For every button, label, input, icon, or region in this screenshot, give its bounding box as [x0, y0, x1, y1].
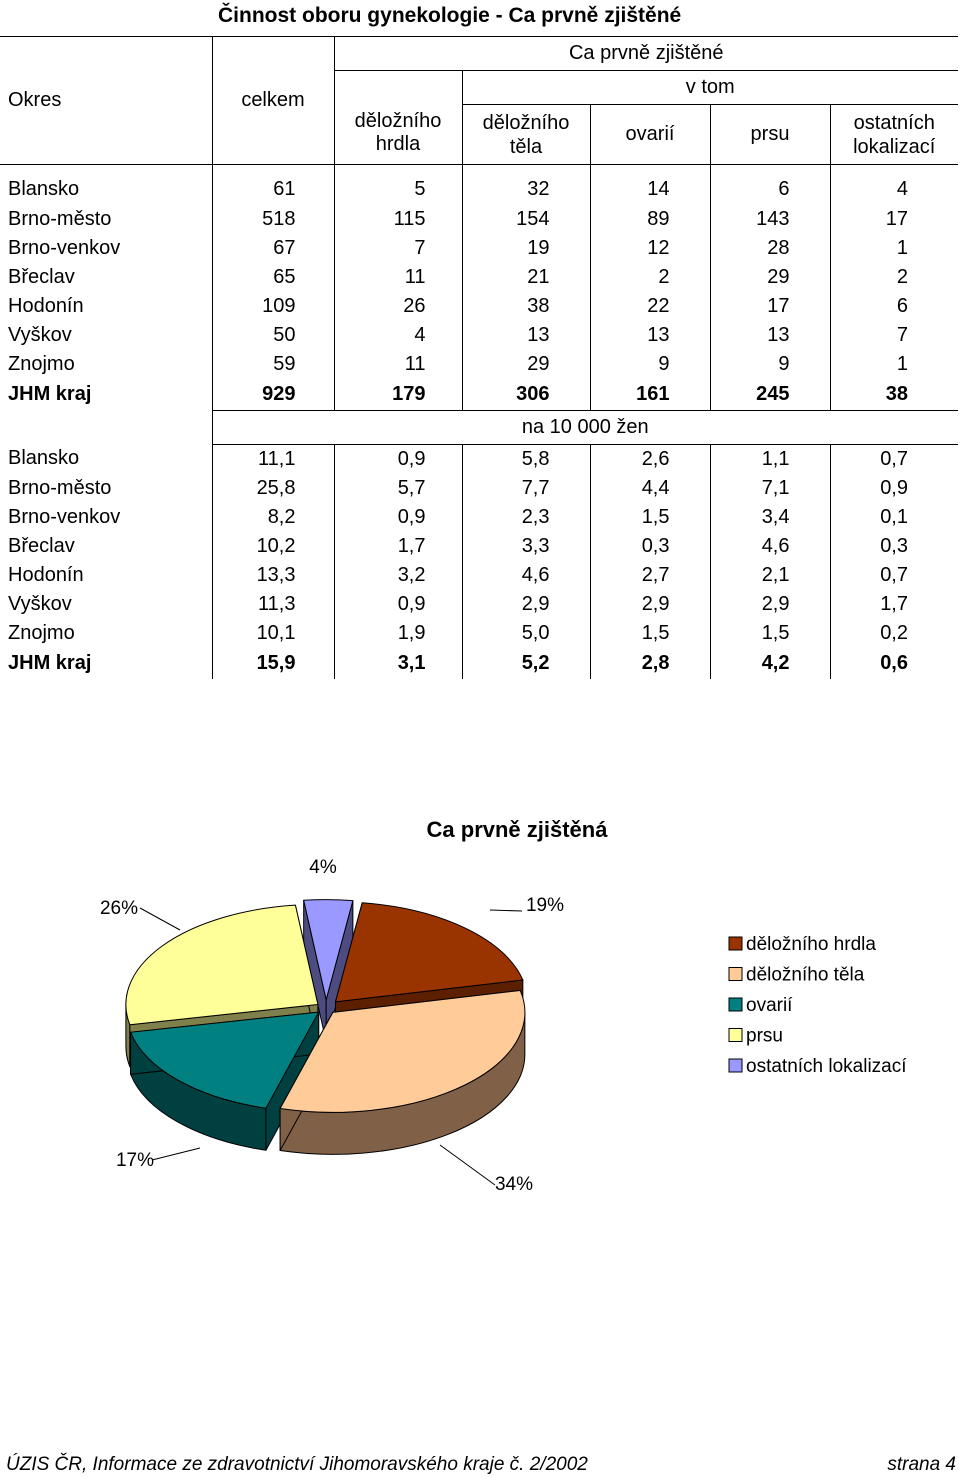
cell-value: 11,3 [212, 590, 334, 619]
row-okres: Vyškov [0, 321, 212, 350]
header-col-ovarii: ovarií [590, 105, 710, 165]
cell-value: 0,2 [880, 621, 908, 644]
header-okres: Okres [0, 37, 212, 165]
table-row [0, 321, 958, 350]
table-row [0, 379, 958, 411]
cell-value: 17 [710, 292, 830, 321]
row-okres: Břeclav [0, 532, 212, 561]
cell-value: 28 [710, 234, 830, 263]
cell-value: 7,1 [710, 474, 830, 503]
cell-value: 179 [334, 379, 462, 411]
cell-value: 13 [462, 321, 590, 350]
row-okres: Vyškov [0, 590, 212, 619]
cell-value: 15,9 [212, 648, 334, 679]
header-group: Ca prvně zjištěné [334, 37, 958, 71]
cell-value: 0,9 [334, 590, 462, 619]
cell-value: 17 [885, 207, 908, 230]
pie-slice-4 [126, 905, 318, 1025]
leader-line [490, 910, 522, 911]
cell-value: 65 [212, 263, 334, 292]
cell-value: 1,5 [710, 619, 830, 648]
legend-label: děložního těla [746, 964, 865, 986]
header-col-hrdla-line2: hrdla [334, 133, 462, 165]
pie-slices [126, 900, 525, 1155]
cell-value: 5,0 [462, 619, 590, 648]
cell-value: 109 [212, 292, 334, 321]
row-okres: Brno-venkov [0, 234, 212, 263]
table-row [0, 561, 958, 590]
cell-value: 26 [334, 292, 462, 321]
cell-value: 38 [885, 382, 908, 405]
cell-value: 7 [896, 323, 908, 346]
footer-page: strana 4 [887, 1454, 956, 1475]
cell-value: 245 [710, 379, 830, 411]
legend-swatch [729, 968, 742, 981]
spacer [0, 410, 212, 444]
rate-label: na 10 000 žen [212, 410, 958, 444]
cell-value: 4,6 [710, 532, 830, 561]
table-row [0, 263, 958, 292]
cell-value: 32 [462, 165, 590, 205]
cell-value: 2,1 [710, 561, 830, 590]
cell-value: 4 [334, 321, 462, 350]
cell-value: 10,2 [212, 532, 334, 561]
cell-value: 1,7 [880, 592, 908, 615]
table-row [0, 165, 958, 205]
header-vtom: v tom [462, 71, 958, 105]
cell-value: 14 [590, 165, 710, 205]
cell-value: 3,2 [334, 561, 462, 590]
cell-value: 929 [212, 379, 334, 411]
table-row [0, 619, 958, 648]
leader-line [440, 1145, 495, 1185]
cell-value: 25,8 [212, 474, 334, 503]
cell-value: 8,2 [212, 503, 334, 532]
row-okres: JHM kraj [0, 379, 212, 411]
cell-value: 9 [710, 350, 830, 379]
cell-value: 5 [334, 165, 462, 205]
percent-label: 17% [115, 1150, 155, 1171]
footer-source: ÚZIS ČR, Informace ze zdravotnictví Jihomoravského kraje č. 2/2002 [6, 1454, 588, 1475]
row-okres: Znojmo [0, 350, 212, 379]
chart-legend [729, 934, 907, 1077]
cell-value: 115 [334, 205, 462, 234]
cell-value: 2 [590, 263, 710, 292]
table-row [0, 648, 958, 679]
cell-value: 2,7 [590, 561, 710, 590]
cell-value: 1,5 [590, 503, 710, 532]
chart-title: Ca prvně zjištěná [426, 817, 608, 842]
pie-chart [0, 800, 960, 1220]
row-okres: Břeclav [0, 263, 212, 292]
cell-value: 1 [896, 352, 908, 375]
cell-value: 0,9 [880, 476, 908, 499]
leader-line [152, 1148, 200, 1160]
cell-value: 161 [590, 379, 710, 411]
cell-value: 0,9 [334, 444, 462, 474]
cell-value: 38 [462, 292, 590, 321]
cell-value: 4,2 [710, 648, 830, 679]
leader-line [140, 908, 180, 930]
cell-value: 10,1 [212, 619, 334, 648]
cell-value: 154 [462, 205, 590, 234]
cell-value: 2,9 [590, 590, 710, 619]
cell-value: 11 [334, 263, 462, 292]
cell-value: 89 [590, 205, 710, 234]
row-okres: Blansko [0, 444, 212, 474]
legend-label: ovarií [746, 995, 793, 1016]
header-col-ostatnich: ostatních lokalizací [853, 111, 936, 158]
cell-value: 3,1 [334, 648, 462, 679]
cell-value: 13 [590, 321, 710, 350]
percent-label: 34% [494, 1174, 534, 1195]
cell-value: 7 [334, 234, 462, 263]
header-col-tela: děložního těla [462, 105, 590, 165]
percent-label: 26% [99, 898, 139, 919]
rate-label-row [0, 410, 958, 444]
cell-value: 7,7 [462, 474, 590, 503]
row-okres: Brno-město [0, 474, 212, 503]
cell-value: 306 [462, 379, 590, 411]
cell-value: 5,2 [462, 648, 590, 679]
legend-label: prsu [746, 1025, 783, 1047]
cell-value: 12 [590, 234, 710, 263]
cell-value: 5,8 [462, 444, 590, 474]
cell-value: 0,9 [334, 503, 462, 532]
cell-value: 0,3 [590, 532, 710, 561]
table-row [0, 234, 958, 263]
cell-value: 2,3 [462, 503, 590, 532]
legend-label: děložního hrdla [746, 934, 876, 955]
cell-value: 1,5 [590, 619, 710, 648]
cell-value: 0,1 [880, 505, 908, 528]
cell-value: 13 [710, 321, 830, 350]
table-row [0, 350, 958, 379]
legend-swatch [729, 998, 742, 1011]
cell-value: 2,8 [590, 648, 710, 679]
cell-value: 22 [590, 292, 710, 321]
header-celkem: celkem [212, 37, 334, 165]
row-okres: Brno-město [0, 205, 212, 234]
header-col-hrdla: děložního [334, 71, 462, 133]
cell-value: 11,1 [212, 444, 334, 474]
row-okres: Blansko [0, 165, 212, 205]
table-row [0, 503, 958, 532]
legend-swatch [729, 937, 742, 950]
cell-value: 11 [334, 350, 462, 379]
cell-value: 4,6 [462, 561, 590, 590]
row-okres: Hodonín [0, 292, 212, 321]
cell-value: 1,9 [334, 619, 462, 648]
cell-value: 1,7 [334, 532, 462, 561]
table-row [0, 292, 958, 321]
cell-value: 3,3 [462, 532, 590, 561]
cell-value: 3,4 [710, 503, 830, 532]
cell-value: 21 [462, 263, 590, 292]
legend-label: ostatních lokalizací [746, 1056, 907, 1077]
cell-value: 19 [462, 234, 590, 263]
cell-value: 29 [710, 263, 830, 292]
table-row [0, 444, 958, 474]
row-okres: Brno-venkov [0, 503, 212, 532]
table-row [0, 532, 958, 561]
page-title: Činnost oboru gynekologie - Ca prvně zjištěné [218, 4, 682, 27]
header-col-prsu: prsu [710, 105, 830, 165]
legend-swatch [729, 1059, 742, 1072]
cell-value: 2,6 [590, 444, 710, 474]
cell-value: 4,4 [590, 474, 710, 503]
cell-value: 13,3 [212, 561, 334, 590]
cell-value: 5,7 [334, 474, 462, 503]
cell-value: 59 [212, 350, 334, 379]
legend-swatch [729, 1029, 742, 1042]
cell-value: 1 [896, 236, 908, 259]
cell-value: 143 [710, 205, 830, 234]
cell-value: 1,1 [710, 444, 830, 474]
row-okres: JHM kraj [0, 648, 212, 679]
cell-value: 6 [896, 294, 908, 317]
cell-value: 0,6 [880, 651, 908, 674]
cell-value: 9 [590, 350, 710, 379]
cell-value: 61 [212, 165, 334, 205]
gynecology-table [0, 36, 958, 679]
table-row [0, 205, 958, 234]
percent-label: 19% [525, 895, 565, 916]
table-row [0, 474, 958, 503]
cell-value: 6 [710, 165, 830, 205]
row-okres: Hodonín [0, 561, 212, 590]
row-okres: Znojmo [0, 619, 212, 648]
table-row [0, 590, 958, 619]
cell-value: 2,9 [710, 590, 830, 619]
cell-value: 2 [896, 265, 908, 288]
percent-label: 4% [309, 857, 337, 878]
cell-value: 50 [212, 321, 334, 350]
cell-value: 0,7 [880, 447, 908, 470]
cell-value: 67 [212, 234, 334, 263]
cell-value: 0,7 [880, 563, 908, 586]
cell-value: 518 [212, 205, 334, 234]
cell-value: 2,9 [462, 590, 590, 619]
cell-value: 4 [830, 165, 958, 205]
cell-value: 0,3 [880, 534, 908, 557]
cell-value: 29 [462, 350, 590, 379]
